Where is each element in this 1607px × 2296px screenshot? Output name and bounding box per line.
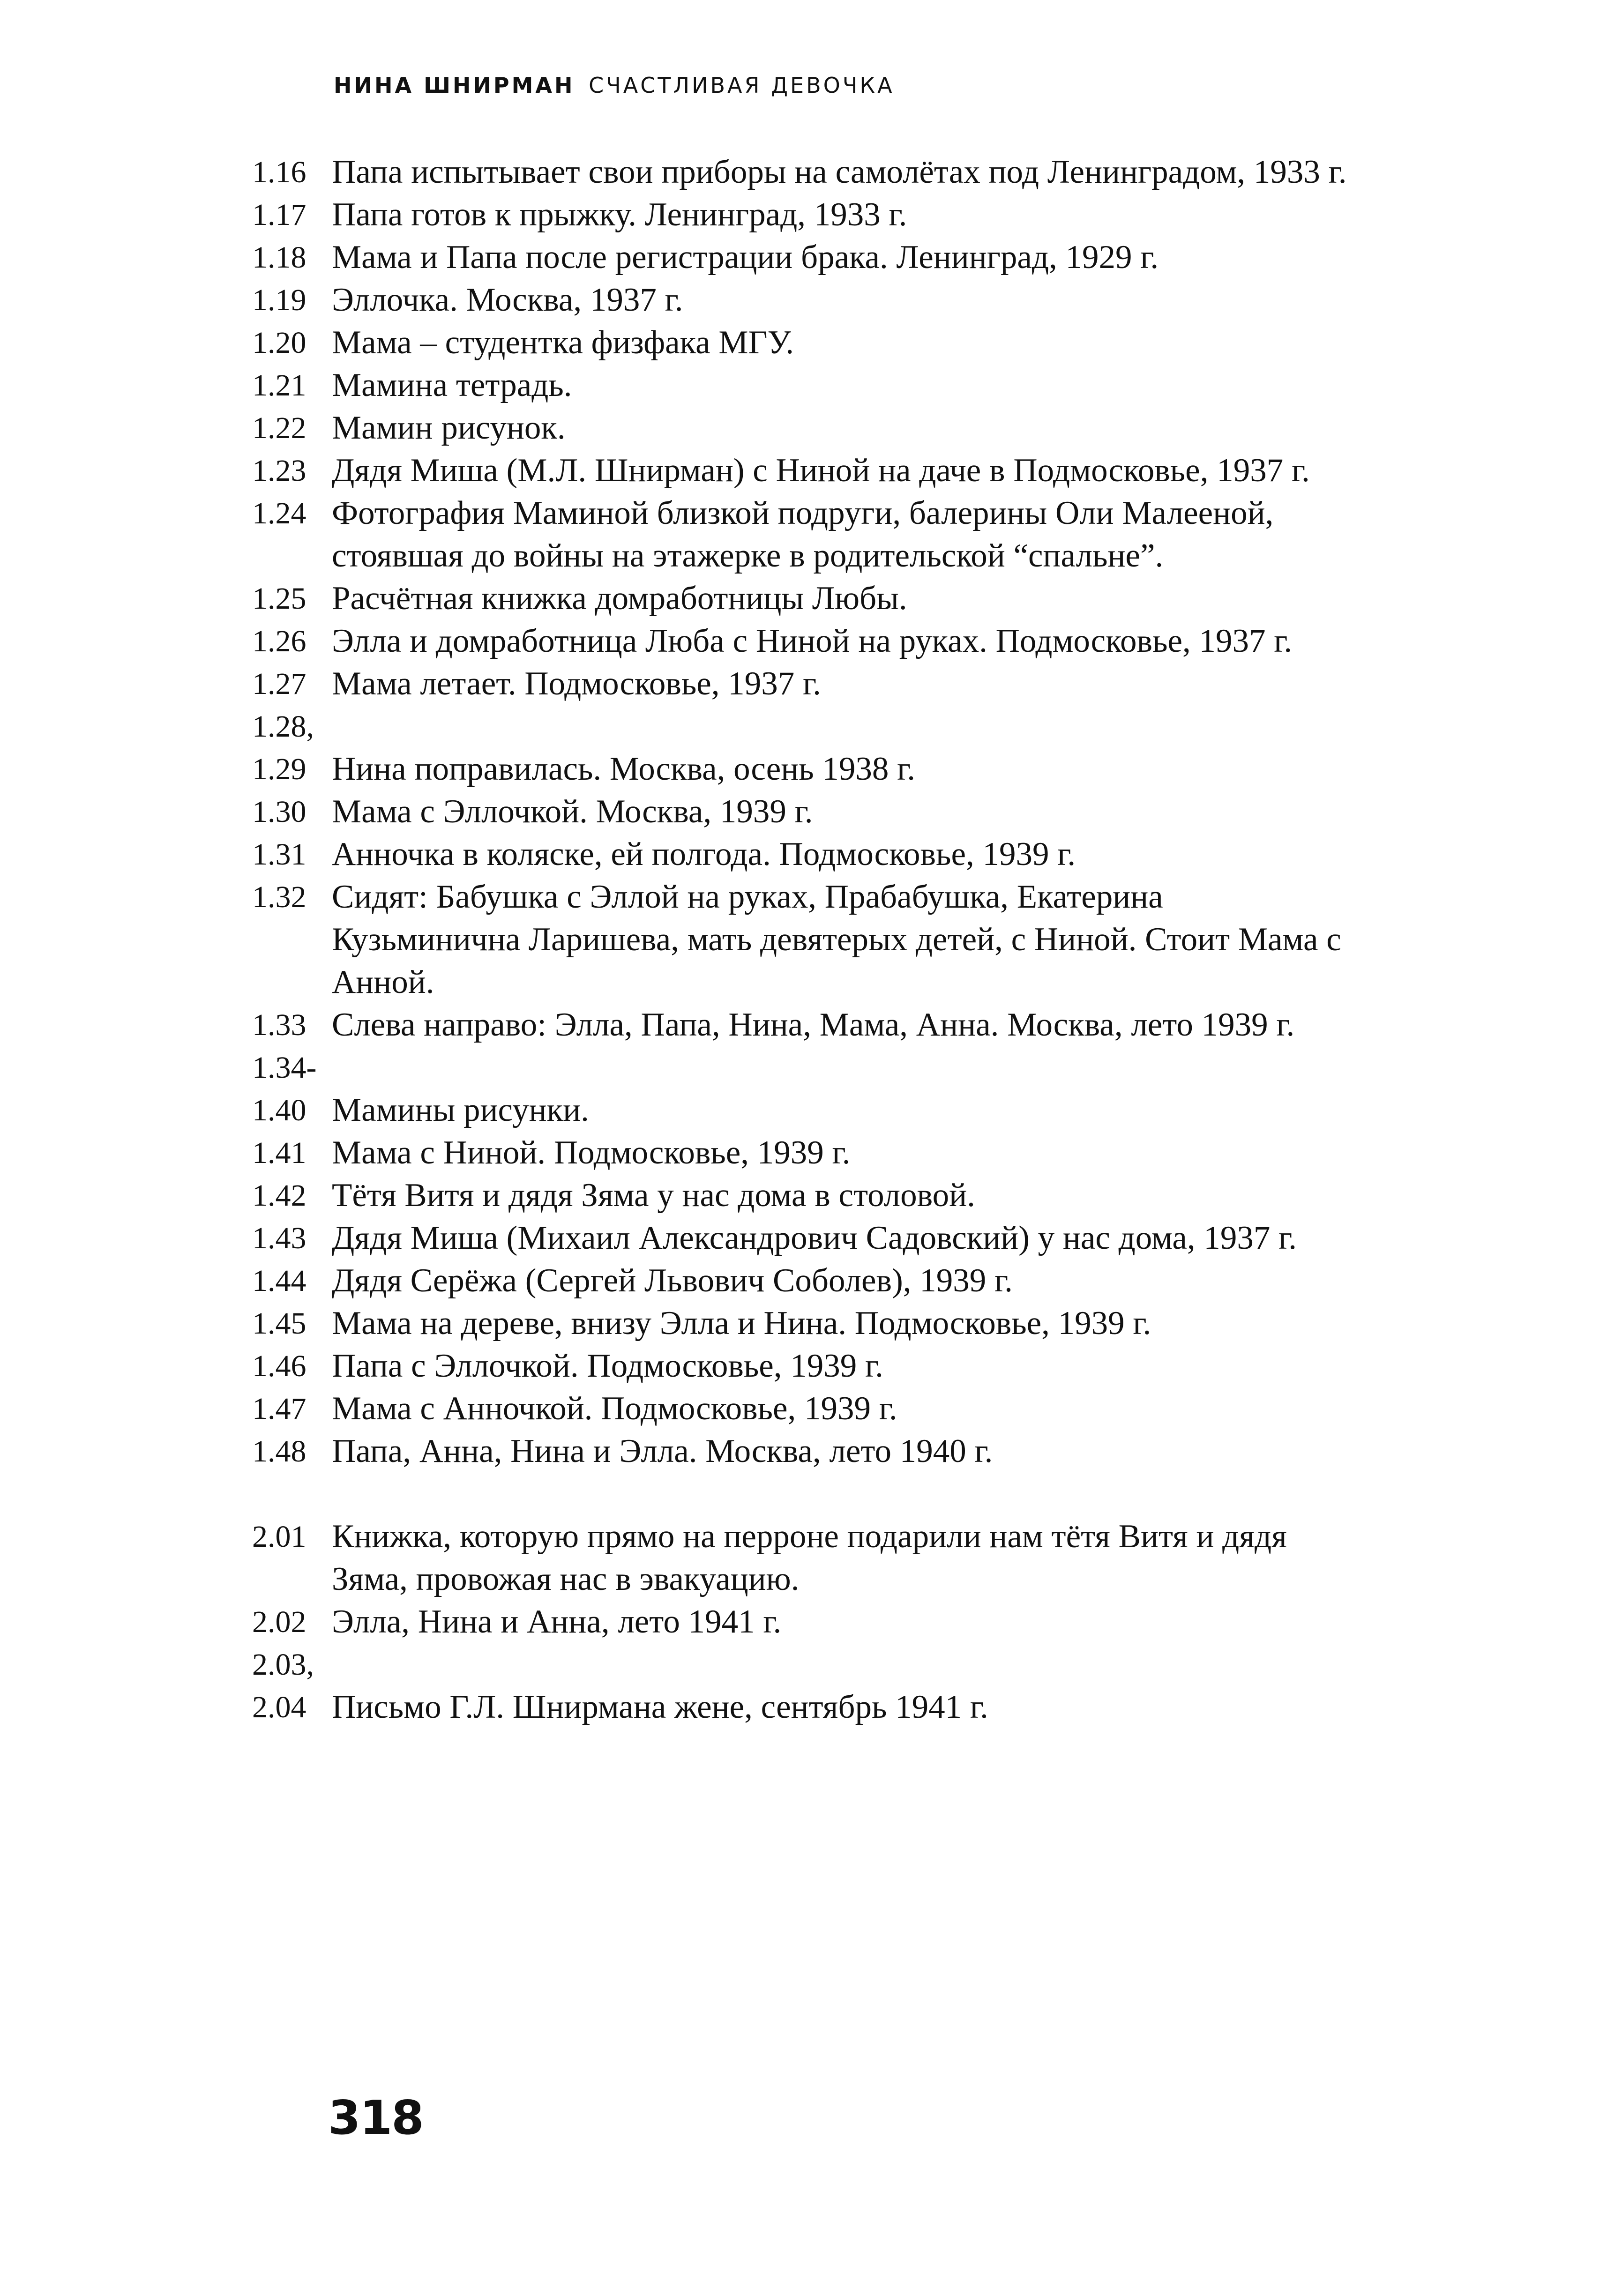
caption-entry: [252, 577, 1358, 620]
caption-number: 1.34-: [252, 1051, 317, 1085]
caption-number: 1.16: [252, 155, 306, 189]
header-book-title: СЧАСТЛИВАЯ ДЕВОЧКА: [589, 73, 895, 98]
caption-number: 1.44: [252, 1264, 306, 1298]
caption-number: 1.47: [252, 1392, 306, 1426]
caption-text: Мама на дереве, внизу Элла и Нина. Подмосковье, 1939 г.: [332, 1305, 1151, 1342]
caption-entry: [252, 1004, 1358, 1046]
caption-entry: [252, 1132, 1358, 1174]
caption-entry: [252, 1260, 1358, 1302]
caption-number: 2.01: [252, 1520, 306, 1554]
caption-text: Письмо Г.Л. Шнирмана жене, сентябрь 1941 г.: [332, 1689, 988, 1725]
caption-number: 1.32: [252, 880, 306, 914]
caption-text: Элла и домработница Люба с Ниной на руках. Подмосковье, 1937 г.: [332, 623, 1293, 659]
caption-text: Дядя Серёжа (Сергей Львович Соболев), 1939 г.: [332, 1262, 1013, 1299]
header-author: НИНА ШНИРМАН: [334, 73, 575, 98]
caption-entry: [252, 1046, 1358, 1089]
caption-number: 1.31: [252, 837, 306, 872]
caption-text: Мамина тетрадь.: [332, 367, 572, 403]
caption-number: 1.41: [252, 1136, 306, 1170]
caption-text: Папа испытывает свои приборы на самолётах под Ленинградом, 1933 г.: [332, 154, 1347, 190]
caption-entry: [252, 705, 1358, 748]
caption-entry: [252, 321, 1358, 364]
caption-entry: [252, 364, 1358, 407]
caption-text: Мама и Папа после регистрации брака. Ленинград, 1929 г.: [332, 239, 1159, 276]
caption-entry: [252, 407, 1358, 449]
caption-text: Папа с Эллочкой. Подмосковье, 1939 г.: [332, 1348, 883, 1384]
caption-number: 1.40: [252, 1093, 306, 1127]
caption-entry: [252, 833, 1358, 876]
caption-entry: [252, 1686, 1358, 1729]
caption-list: [252, 151, 1358, 1729]
caption-text: Анночка в коляске, ей полгода. Подмосковье, 1939 г.: [332, 836, 1076, 872]
caption-number: 1.28,: [252, 709, 314, 744]
caption-number: 1.20: [252, 326, 306, 360]
caption-entry: [252, 449, 1358, 492]
caption-entry: [252, 663, 1358, 705]
caption-text: Мама – студентка физфака МГУ.: [332, 324, 794, 361]
caption-entry: [252, 1345, 1358, 1387]
caption-number: 1.26: [252, 624, 306, 658]
caption-entry: [252, 1601, 1358, 1643]
caption-entry: [252, 1302, 1358, 1345]
caption-text: Папа, Анна, Нина и Элла. Москва, лето 1940 г.: [332, 1433, 993, 1469]
caption-entry: [252, 151, 1358, 194]
caption-entry: [252, 748, 1358, 790]
caption-number: 1.25: [252, 581, 306, 616]
caption-entry: [252, 236, 1358, 279]
caption-number: 1.24: [252, 496, 306, 530]
caption-entry: [252, 1174, 1358, 1217]
caption-text: Мама с Ниной. Подмосковье, 1939 г.: [332, 1134, 851, 1171]
caption-entry: [252, 1217, 1358, 1260]
caption-entry: [252, 1387, 1358, 1430]
caption-number: 1.29: [252, 752, 306, 786]
caption-number: 2.02: [252, 1605, 306, 1639]
caption-group: [252, 1515, 1358, 1729]
caption-number: 1.30: [252, 795, 306, 829]
caption-text: Дядя Миша (М.Л. Шнирман) с Ниной на даче в Подмосковье, 1937 г.: [332, 452, 1310, 489]
caption-text: Тётя Витя и дядя Зяма у нас дома в столовой.: [332, 1177, 975, 1214]
caption-number: 1.42: [252, 1178, 306, 1213]
caption-entry: [252, 1089, 1358, 1132]
caption-text: Элла, Нина и Анна, лето 1941 г.: [332, 1603, 782, 1640]
caption-text: Эллочка. Москва, 1937 г.: [332, 282, 683, 318]
caption-entry: [252, 876, 1358, 1004]
caption-entry: [252, 1515, 1358, 1601]
caption-number: 1.21: [252, 368, 306, 403]
caption-entry: [252, 194, 1358, 236]
caption-text: Нина поправилась. Москва, осень 1938 г.: [332, 751, 916, 787]
caption-text: Мамин рисунок.: [332, 410, 566, 446]
caption-entry: [252, 1430, 1358, 1473]
caption-text: Мамины рисунки.: [332, 1092, 589, 1128]
caption-number: 1.27: [252, 667, 306, 701]
caption-text: Мама летает. Подмосковье, 1937 г.: [332, 665, 821, 702]
page-number: 318: [328, 2090, 423, 2145]
caption-number: 1.17: [252, 198, 306, 232]
caption-number: 1.22: [252, 411, 306, 445]
caption-number: 1.23: [252, 454, 306, 488]
caption-text: Фотография Маминой близкой подруги, балерины Оли Малееной, стоявшая до войны на этажерке в родительской “спальне”.: [332, 495, 1274, 574]
caption-entry: [252, 279, 1358, 321]
caption-number: 2.03,: [252, 1647, 314, 1682]
caption-text: Дядя Миша (Михаил Александрович Садовский) у нас дома, 1937 г.: [332, 1220, 1297, 1256]
caption-group: [252, 151, 1358, 1473]
caption-entry: [252, 1643, 1358, 1686]
caption-entry: [252, 492, 1358, 577]
running-header: [334, 71, 895, 99]
caption-number: 1.33: [252, 1008, 306, 1042]
caption-number: 1.43: [252, 1221, 306, 1255]
caption-number: 1.45: [252, 1306, 306, 1341]
caption-text: Папа готов к прыжку. Ленинград, 1933 г.: [332, 196, 907, 233]
caption-text: Сидят: Бабушка с Эллой на руках, Прабабушка, Екатерина Кузьминична Ларишева, мать девятерых детей, с Ниной. Стоит Мама с Анной.: [332, 879, 1341, 1000]
caption-text: Мама с Анночкой. Подмосковье, 1939 г.: [332, 1390, 897, 1427]
caption-text: Расчётная книжка домработницы Любы.: [332, 580, 907, 617]
caption-text: Слева направо: Элла, Папа, Нина, Мама, Анна. Москва, лето 1939 г.: [332, 1006, 1295, 1043]
caption-number: 1.46: [252, 1349, 306, 1383]
caption-number: 1.48: [252, 1434, 306, 1469]
caption-entry: [252, 620, 1358, 663]
caption-entry: [252, 790, 1358, 833]
caption-number: 1.19: [252, 283, 306, 317]
caption-number: 2.04: [252, 1690, 306, 1724]
caption-number: 1.18: [252, 240, 306, 275]
caption-text: Книжка, которую прямо на перроне подарили нам тётя Витя и дядя Зяма, провожая нас в эвакуацию.: [332, 1518, 1287, 1597]
caption-text: Мама с Эллочкой. Москва, 1939 г.: [332, 793, 813, 830]
